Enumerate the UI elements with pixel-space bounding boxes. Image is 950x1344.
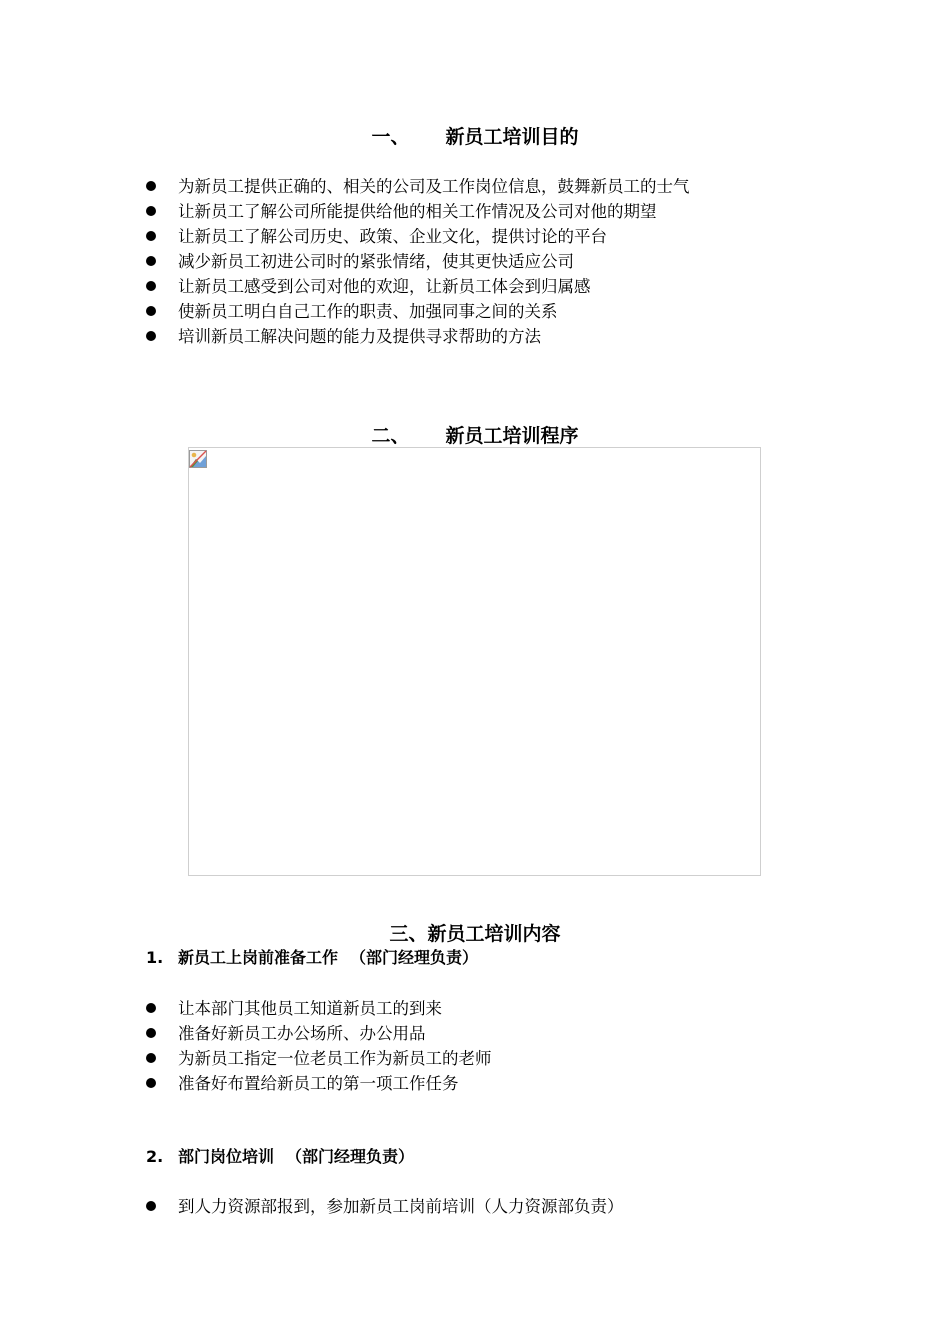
bullet-icon <box>146 281 156 291</box>
list-item: 为新员工提供正确的、相关的公司及工作岗位信息，鼓舞新员工的士气 <box>146 174 690 199</box>
section-1-number: 一、 <box>371 126 410 148</box>
list-item: 培训新员工解决问题的能力及提供寻求帮助的方法 <box>146 324 690 349</box>
list-item: 让新员工了解公司历史、政策、企业文化，提供讨论的平台 <box>146 224 690 249</box>
list-item: 准备好布置给新员工的第一项工作任务 <box>146 1071 492 1096</box>
subsection-2-list <box>146 1194 624 1219</box>
list-item: 准备好新员工办公场所、办公用品 <box>146 1021 492 1046</box>
section-1-list <box>146 174 690 349</box>
subsection-1-list <box>146 996 492 1096</box>
subsection-2-note: （部门经理负责） <box>286 1147 415 1166</box>
subsection-2-heading <box>146 1146 414 1168</box>
bullet-icon <box>146 231 156 241</box>
list-item: 让本部门其他员工知道新员工的到来 <box>146 996 492 1021</box>
list-item: 让新员工感受到公司对他的欢迎，让新员工体会到归属感 <box>146 274 690 299</box>
section-2-heading <box>0 423 950 449</box>
subsection-1-title: 新员工上岗前准备工作 <box>178 948 339 967</box>
training-procedure-image <box>188 447 761 876</box>
subsection-1-note: （部门经理负责） <box>350 948 479 967</box>
bullet-icon <box>146 256 156 266</box>
section-3-heading <box>0 921 950 947</box>
list-item: 到人力资源部报到，参加新员工岗前培训（人力资源部负责） <box>146 1194 624 1219</box>
section-1-heading <box>0 124 950 150</box>
broken-image-icon <box>189 450 207 468</box>
bullet-icon <box>146 1201 156 1211</box>
section-2-number: 二、 <box>371 425 410 447</box>
bullet-icon <box>146 1078 156 1088</box>
subsection-2-number: 2. <box>146 1147 164 1166</box>
subsection-2-title: 部门岗位培训 <box>178 1147 275 1166</box>
bullet-icon <box>146 1003 156 1013</box>
section-1-title: 新员工培训目的 <box>445 126 579 148</box>
list-item: 减少新员工初进公司时的紧张情绪，使其更快适应公司 <box>146 249 690 274</box>
bullet-icon <box>146 1028 156 1038</box>
list-item: 使新员工明白自己工作的职责、加强同事之间的关系 <box>146 299 690 324</box>
section-3-number: 三、 <box>389 923 428 945</box>
bullet-icon <box>146 1053 156 1063</box>
bullet-icon <box>146 331 156 341</box>
list-item: 为新员工指定一位老员工作为新员工的老师 <box>146 1046 492 1071</box>
bullet-icon <box>146 206 156 216</box>
bullet-icon <box>146 181 156 191</box>
list-item: 让新员工了解公司所能提供给他的相关工作情况及公司对他的期望 <box>146 199 690 224</box>
subsection-1-number: 1. <box>146 948 164 967</box>
subsection-1-heading <box>146 947 478 969</box>
section-3-title: 新员工培训内容 <box>427 923 561 945</box>
bullet-icon <box>146 306 156 316</box>
section-2-title: 新员工培训程序 <box>445 425 579 447</box>
